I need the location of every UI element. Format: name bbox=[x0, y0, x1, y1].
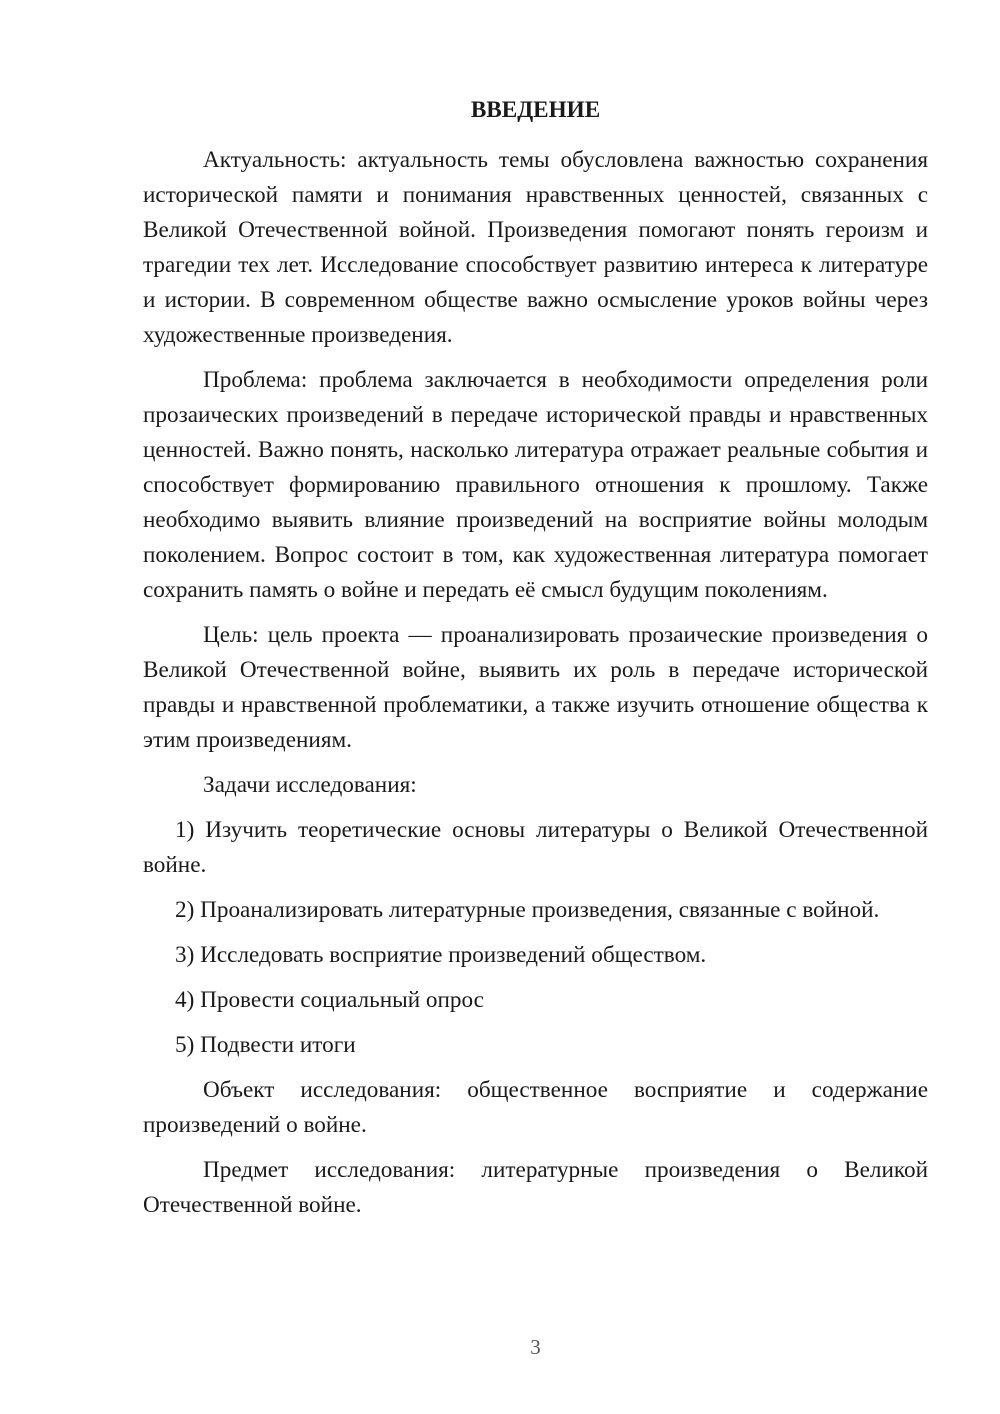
page-number: 3 bbox=[530, 1335, 541, 1359]
paragraph-relevance: Актуальность: актуальность темы обусловлена важностью сохранения исторической памяти и понимания нравственных ценностей, связанных с Великой Отечественной войной. Произведения помогают понять героизм и трагедии тех лет. Исследование способствует развитию интереса к литературе и истории. В современном обществе важно осмысление уроков войны через художественные произведения. bbox=[143, 147, 928, 348]
task-item-1: 1) Изучить теоретические основы литературы о Великой Отечественной войне. bbox=[143, 817, 928, 878]
task-item-3: 3) Исследовать восприятие произведений обществом. bbox=[175, 942, 707, 968]
task-item-4: 4) Провести социальный опрос bbox=[175, 987, 484, 1013]
page-title: ВВЕДЕНИЕ bbox=[470, 97, 601, 123]
tasks-heading: Задачи исследования: bbox=[203, 772, 417, 798]
document-body bbox=[143, 143, 928, 1233]
paragraph-subject: Предмет исследования: литературные произведения о Великой Отечественной войне. bbox=[143, 1157, 928, 1218]
task-item-2: 2) Проанализировать литературные произведения, связанные с войной. bbox=[175, 897, 880, 923]
task-item-5: 5) Подвести итоги bbox=[175, 1032, 356, 1058]
paragraph-goal: Цель: цель проекта — проанализировать прозаические произведения о Великой Отечественной войне, выявить их роль в передаче исторической правды и нравственной проблематики, а также изучить отношение общества к этим произведениям. bbox=[143, 622, 928, 753]
paragraph-problem: Проблема: проблема заключается в необходимости определения роли прозаических произведений в передаче исторической правды и нравственных ценностей. Важно понять, насколько литература отражает реальные события и способствует формированию правильного отношения к прошлому. Также необходимо выявить влияние произведений на восприятие войны молодым поколением. Вопрос состоит в том, как художественная литература помогает сохранить память о войне и передать её смысл будущим поколениям. bbox=[143, 367, 928, 603]
document-page bbox=[143, 0, 928, 1414]
paragraph-object: Объект исследования: общественное восприятие и содержание произведений о войне. bbox=[143, 1077, 928, 1138]
